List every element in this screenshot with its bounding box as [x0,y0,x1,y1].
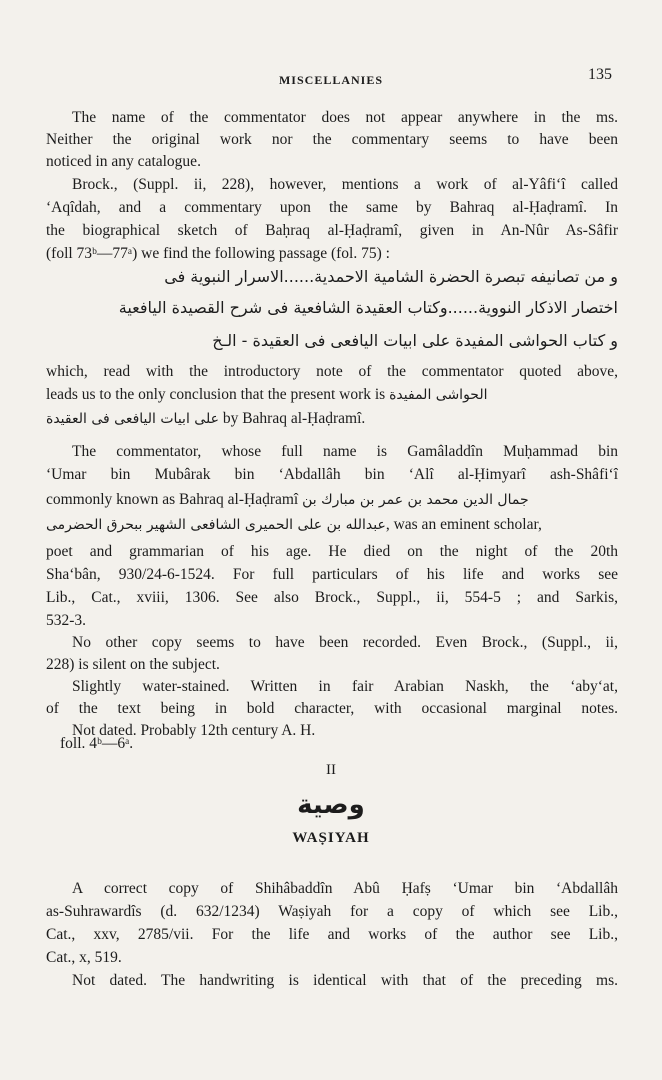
arabic-inline: الحواشى المفيدة [389,387,488,403]
text-line: the biographical sketch of Baḥraq al-Ḥaḍramî, given in An-Nûr As-Sâfir [46,222,618,239]
text-line: Not dated. Probably 12th century A. H. [72,722,316,739]
text-line: A correct copy of Shihâbaddîn Abû Ḥafṣ ‘Umar bin ‘Abdallâh [72,880,618,897]
text-line: Slightly water-stained. Written in fair Arabian Naskh, the ‘aby‘at, [72,678,618,695]
text-line: noticed in any catalogue. [46,153,201,170]
text-line: Not dated. The handwriting is identical with that of the preceding ms. [72,972,618,989]
text-line: commonly known as Bahraq al-Ḥaḍramî جمال الدين محمد بن عمر بن مبارك بن [46,491,529,508]
text-line: ‘Aqîdah, and a commentary upon the same by Bahraq al-Ḥaḍramî. In [46,199,618,216]
text-line: على ابيات اليافعى فى العقيدة by Bahraq al-Ḥaḍramî. [46,410,366,427]
text-line: which, read with the introductory note of the commentator quoted above, [46,363,618,380]
text-line: The name of the commentator does not appear anywhere in the ms. [72,109,618,126]
text-line: (foll 73ᵇ—77ᵃ) we find the following passage (fol. 75) : [46,245,390,262]
running-header: MISCELLANIES [278,73,384,87]
text-line: poet and grammarian of his age. He died on the night of the 20th [46,543,618,560]
text-line: 228) is silent on the subject. [46,656,220,673]
arabic-inline: على ابيات اليافعى فى العقيدة [46,411,219,427]
arabic-line: و من تصانيفه تبصرة الحضرة الشامية الاحمدية......الاسرار النبوية فى [164,267,618,286]
arabic-line: و كتاب الحواشى المفيدة على ابيات اليافعى فى العقيدة - الـخ [212,331,618,350]
text-line: Brock., (Suppl. ii, 228), however, mentions a work of al-Yâfi‘î called [72,176,618,193]
text-line: No other copy seems to have been recorded. Even Brock., (Suppl., ii, [72,634,618,651]
text-line: as-Suhrawardîs (d. 632/1234) Waṣiyah for a copy of which see Lib., [46,903,618,920]
text-line: ‘Umar bin Mubârak bin ‘Abdallâh bin ‘Alî al-Ḥimyarî ash-Shâfi‘î [46,466,618,483]
folio-reference: foll. 4ᵇ—6ᵃ. [60,735,134,752]
section-title: WAṢIYAH [292,830,370,846]
arabic-inline: جمال الدين محمد بن عمر بن مبارك بن [302,492,529,508]
text-line: Cat., x, 519. [46,949,122,966]
page-number: 135 [588,66,612,83]
text-line: 532-3. [46,612,87,629]
arabic-line: اختصار الاذكار النووية......وكتاب العقيدة الشافعية فى شرح القصيدة اليافعية [118,298,618,317]
section-number: II [326,762,336,778]
text-line: Cat., xxv, 2785/vii. For the life and works of the author see Lib., [46,926,618,943]
arabic-inline: عبدالله بن على الحميرى الشافعى الشهير ببحرق الحضرمى [46,517,386,533]
text-line: Sha‘bân, 930/24-6-1524. For full particulars of his life and works see [46,566,618,583]
text-line: of the text being in bold character, with occasional marginal notes. [46,700,618,717]
text-line: The commentator, whose full name is Gamâladdîn Muḥammad bin [72,443,618,460]
text-line: Lib., Cat., xviii, 1306. See also Brock., Suppl., ii, 554-5 ; and Sarkis, [46,589,618,606]
section-title-arabic: وصية [297,790,365,820]
text-line: Neither the original work nor the commentary seems to have been [46,131,618,148]
text-line: leads us to the only conclusion that the present work is الحواشى المفيدة [46,386,488,403]
text-line: عبدالله بن على الحميرى الشافعى الشهير ببحرق الحضرمى, was an eminent scholar, [46,516,542,533]
